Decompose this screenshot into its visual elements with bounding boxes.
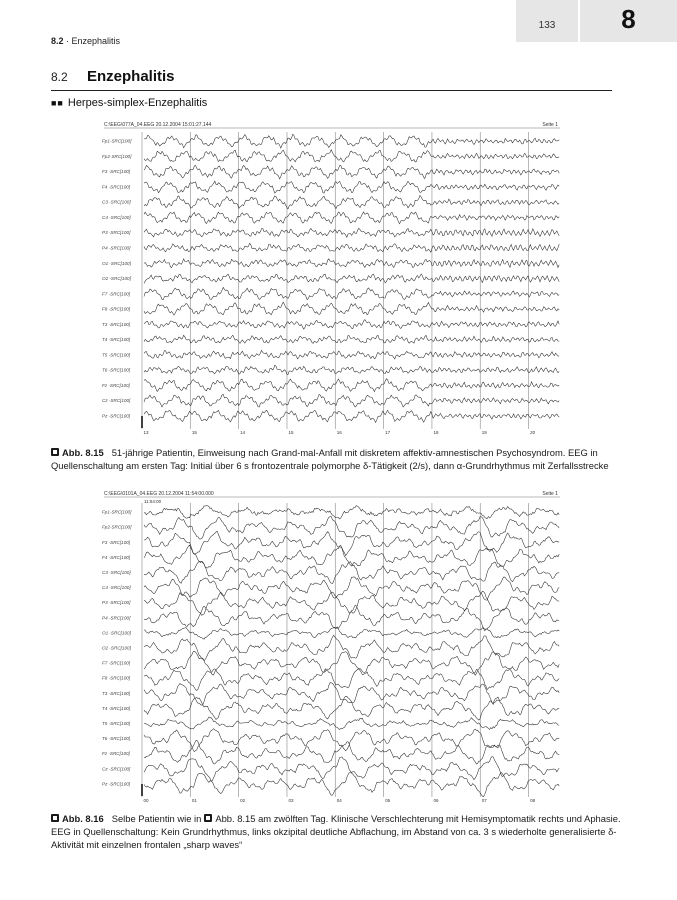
eeg-time-tick: 06 bbox=[433, 798, 439, 803]
eeg-trace-p4 bbox=[144, 243, 559, 252]
eeg-page-label: Seite 1 bbox=[542, 491, 558, 497]
caption-label: Abb. 8.16 bbox=[62, 813, 104, 824]
caption-8-16 bbox=[51, 812, 621, 852]
eeg-channel-label: Fp2-SRC[100] bbox=[102, 524, 132, 530]
eeg-time-tick: 05 bbox=[385, 798, 391, 803]
eeg-channel-label: F4 -SRC[100] bbox=[102, 554, 131, 560]
eeg-time-tick: 00 bbox=[143, 798, 149, 803]
page-number: 133 bbox=[538, 20, 556, 31]
eeg-trace-cz bbox=[144, 394, 559, 407]
eeg-channel-label: Fp1-SRC[100] bbox=[102, 509, 132, 515]
running-head-title: Enzephalitis bbox=[71, 36, 121, 46]
eeg-channel-label: Fp1-SRC[100] bbox=[102, 138, 132, 144]
subsection-heading bbox=[51, 97, 207, 109]
eeg-channel-label: F7 -SRC[100] bbox=[102, 291, 131, 297]
eeg-start-time: 11:54:00 bbox=[144, 499, 162, 504]
chapter-number: 8 bbox=[621, 4, 636, 34]
eeg-page-label: Seite 1 bbox=[542, 122, 558, 128]
figure-icon bbox=[51, 448, 59, 456]
eeg-trace-f7 bbox=[144, 287, 559, 299]
running-head-number: 8.2 bbox=[51, 36, 64, 46]
eeg-channel-label: C4 -SRC[100] bbox=[102, 585, 131, 591]
eeg-trace-f8 bbox=[144, 302, 559, 315]
eeg-channel-label: T5 -SRC[100] bbox=[102, 352, 131, 358]
running-head bbox=[51, 36, 120, 46]
eeg-channel-label: T3 -SRC[100] bbox=[102, 690, 131, 696]
eeg-time-tick: 08 bbox=[530, 798, 536, 803]
eeg-time-tick: 19 bbox=[481, 430, 487, 435]
eeg-channel-label: F3 -SRC[100] bbox=[102, 539, 131, 545]
caption-text: 51-jährige Patientin, Einweisung nach Grand-mal-Anfall mit diskretem affektiv-amnestischen Psychosyndrom. EEG in Quellenschaltung am ersten Tag: Initial über 6 s frontozentrale polymorphe δ-Tätigkeit (2/s), dann α-Grundrhythmus mit Zerfallsstrecke bbox=[51, 447, 609, 472]
figure-icon bbox=[51, 814, 59, 822]
eeg-chart-8-16 bbox=[100, 487, 562, 812]
eeg-trace-f4 bbox=[144, 181, 559, 193]
eeg-channel-label: C3 -SRC[100] bbox=[102, 199, 131, 205]
section-heading bbox=[51, 68, 612, 91]
eeg-time-tick: 13 bbox=[143, 430, 149, 435]
caption-label: Abb. 8.15 bbox=[62, 447, 104, 458]
eeg-channel-label: F8 -SRC[100] bbox=[102, 675, 131, 681]
eeg-chart-8-15 bbox=[100, 118, 562, 444]
eeg-channel-label: O1 -SRC[100] bbox=[102, 260, 131, 266]
figure-reference-icon bbox=[204, 814, 212, 822]
eeg-channel-label: T5 -SRC[100] bbox=[102, 721, 131, 727]
eeg-channel-label: F7 -SRC[100] bbox=[102, 660, 131, 666]
chapter-tab bbox=[580, 0, 677, 42]
eeg-figure-8-15 bbox=[100, 118, 562, 444]
eeg-trace-f3 bbox=[144, 165, 559, 178]
eeg-trace-f8 bbox=[144, 669, 559, 691]
eeg-trace-f3 bbox=[144, 531, 559, 555]
eeg-channel-label: F8 -SRC[100] bbox=[102, 306, 131, 312]
eeg-trace-o1 bbox=[144, 259, 559, 268]
eeg-trace-t3 bbox=[144, 320, 559, 330]
page-number-box bbox=[516, 0, 578, 42]
eeg-trace-c3 bbox=[144, 195, 559, 209]
eeg-channel-label: T4 -SRC[100] bbox=[102, 337, 131, 343]
eeg-trace-fp2 bbox=[144, 150, 559, 162]
eeg-channel-label: Fp2-SRC[100] bbox=[102, 153, 132, 159]
eeg-trace-fp1 bbox=[144, 505, 559, 519]
eeg-time-tick: 15 bbox=[288, 430, 294, 435]
eeg-time-tick: 14 bbox=[240, 430, 246, 435]
eeg-channel-label: Pz -SRC[100] bbox=[102, 781, 131, 787]
eeg-time-tick: 02 bbox=[240, 798, 246, 803]
eeg-file-header: C:\EEG\077A_04.EEG 20.12.2004 15:01:27.144 bbox=[104, 122, 212, 128]
eeg-trace-pz bbox=[144, 773, 559, 797]
eeg-channel-label: O1 -SRC[100] bbox=[102, 630, 131, 636]
eeg-time-tick: 07 bbox=[481, 798, 487, 803]
eeg-trace-c4 bbox=[144, 577, 559, 600]
caption-figure-ref[interactable]: Abb. 8.15 bbox=[215, 813, 256, 824]
eeg-time-tick: 20 bbox=[530, 430, 536, 435]
eeg-channel-label: Fz -SRC[100] bbox=[102, 382, 130, 388]
eeg-trace-fp2 bbox=[144, 517, 559, 540]
eeg-channel-label: C4 -SRC[100] bbox=[102, 214, 131, 220]
eeg-trace-pz bbox=[144, 410, 559, 422]
eeg-time-tick: 16 bbox=[336, 430, 342, 435]
eeg-trace-t4 bbox=[144, 335, 559, 343]
eeg-channel-label: O2 -SRC[100] bbox=[102, 645, 131, 651]
subsection-bullets-icon: ■■ bbox=[51, 98, 64, 108]
eeg-channel-label: T4 -SRC[100] bbox=[102, 705, 131, 711]
eeg-trace-c3 bbox=[144, 561, 559, 583]
eeg-trace-o2 bbox=[144, 274, 559, 284]
eeg-trace-cz bbox=[144, 757, 559, 782]
eeg-figure-8-16 bbox=[100, 487, 562, 812]
eeg-channel-label: Cz -SRC[100] bbox=[102, 766, 131, 772]
eeg-channel-label: P3 -SRC[100] bbox=[102, 600, 131, 606]
eeg-time-tick: 18 bbox=[433, 430, 439, 435]
eeg-trace-p3 bbox=[144, 228, 559, 237]
eeg-trace-t5 bbox=[144, 717, 559, 730]
eeg-channel-label: P4 -SRC[100] bbox=[102, 615, 131, 621]
eeg-channel-label: F3 -SRC[100] bbox=[102, 169, 131, 175]
eeg-channel-label: T3 -SRC[100] bbox=[102, 321, 131, 327]
eeg-trace-o2 bbox=[144, 635, 559, 660]
eeg-trace-f4 bbox=[144, 545, 559, 568]
eeg-trace-p3 bbox=[144, 591, 559, 615]
eeg-trace-f7 bbox=[144, 651, 559, 675]
eeg-channel-label: Cz -SRC[100] bbox=[102, 398, 131, 404]
subsection-title: Herpes-simplex-Enzephalitis bbox=[67, 97, 208, 109]
eeg-time-tick: 03 bbox=[288, 798, 294, 803]
eeg-channel-label: T6 -SRC[100] bbox=[102, 736, 131, 742]
caption-8-15 bbox=[51, 446, 621, 472]
eeg-channel-label: P4 -SRC[100] bbox=[102, 245, 131, 251]
eeg-channel-label: F4 -SRC[100] bbox=[102, 184, 131, 190]
eeg-time-tick: 15 bbox=[191, 430, 197, 435]
eeg-trace-o1 bbox=[144, 628, 559, 640]
section-title: Enzephalitis bbox=[87, 68, 175, 85]
eeg-time-tick: 17 bbox=[385, 430, 391, 435]
eeg-channel-label: P3 -SRC[100] bbox=[102, 230, 131, 236]
eeg-trace-t6 bbox=[144, 365, 559, 374]
eeg-channel-label: Fz -SRC[100] bbox=[102, 751, 130, 757]
eeg-channel-label: C3 -SRC[100] bbox=[102, 569, 131, 575]
eeg-time-tick: 01 bbox=[191, 798, 197, 803]
running-head-separator: · bbox=[63, 36, 72, 46]
caption-text-after: am zwölften Tag. Klinische Verschlechterung mit Hemisymptomatik rechts und Aphasie. EEG in Quellenschaltung: Kein Grundrhythmus, links okzipital deutliche Abflachung, im Abstand von ca. 3 s wiederholte generalisierte δ-Aktivität mit einzelnen frontalen „sharp waves“ bbox=[51, 813, 621, 851]
eeg-channel-label: T6 -SRC[100] bbox=[102, 367, 131, 373]
eeg-file-header: C:\EEG\0101A_04.EEG 20.12.2004 11:54:00.000 bbox=[104, 491, 214, 497]
eeg-channel-label: Pz -SRC[100] bbox=[102, 413, 131, 419]
caption-text-before: Selbe Patientin wie in bbox=[111, 813, 202, 824]
eeg-trace-fp1 bbox=[144, 134, 559, 148]
eeg-trace-t6 bbox=[144, 729, 559, 752]
eeg-trace-p4 bbox=[144, 605, 559, 630]
eeg-trace-c4 bbox=[144, 212, 559, 224]
eeg-trace-t5 bbox=[144, 350, 559, 359]
eeg-trace-fz bbox=[144, 379, 559, 392]
eeg-time-tick: 04 bbox=[336, 798, 342, 803]
eeg-trace-fz bbox=[144, 740, 559, 764]
section-number: 8.2 bbox=[51, 70, 68, 84]
eeg-channel-label: O2 -SRC[100] bbox=[102, 276, 131, 282]
